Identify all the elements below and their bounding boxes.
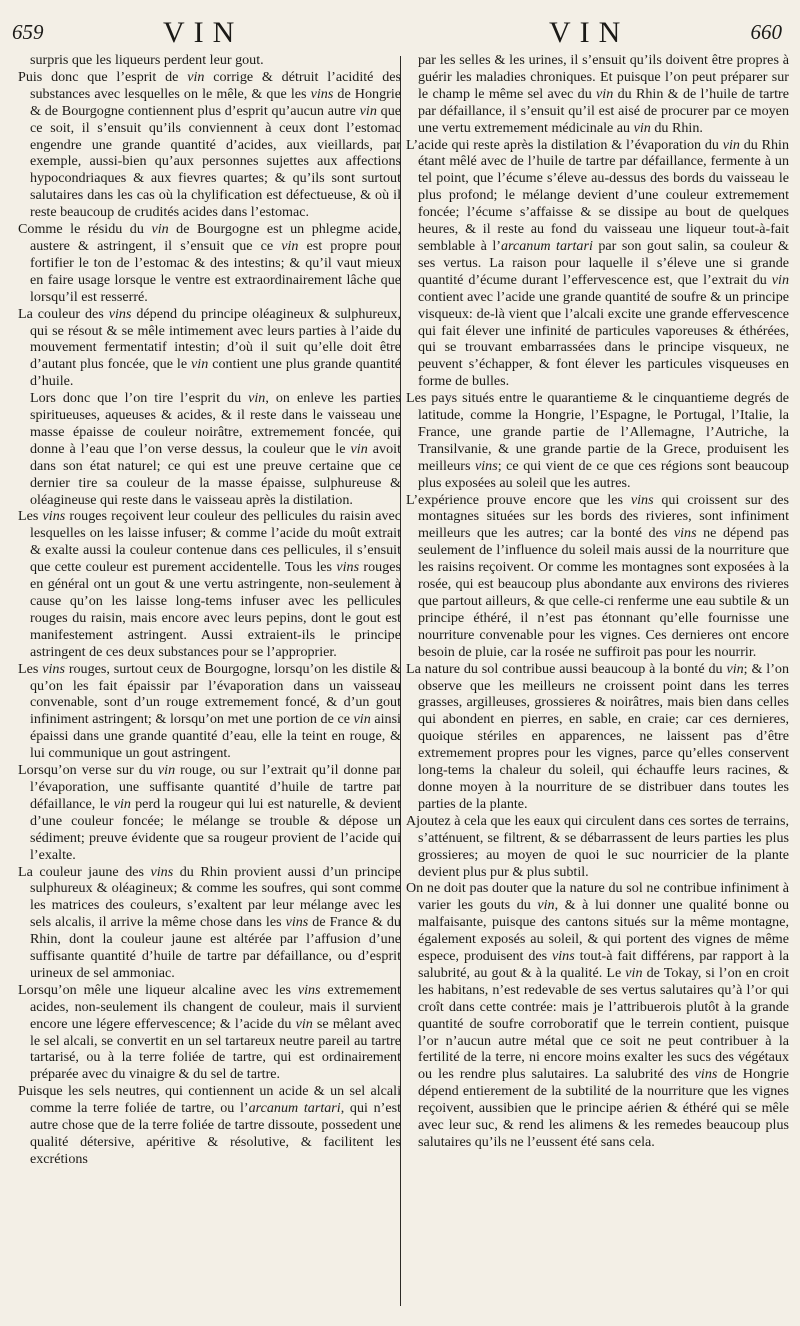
text-run: que ce soit, il s’ensuit qu’ils conviennent à ceux dont l’estomac engendre une grande quantité d’acides, aux vieillards, par exemple, aussi-bien qu’aux personnes sujettes aux affections hypocondriaques & aux fievres quartes; & qu’ils sont surtout salutaires dans les cas où la chylification est défectueuse, & où il reste beaucoup de crudités acides dans l’estomac.: [30, 102, 401, 221]
text-run: ainsi épaissi dans une grande quantité d’eau, elle la teint en rouge, & lui communique un gout astringent.: [30, 711, 401, 762]
text-run: corrige & détruit l’acidité des substances avec lesquelles on le mêle, & que les: [30, 68, 401, 102]
paragraph: [18, 762, 401, 863]
text-run: ne dépend pas seulement de l’influence du soleil mais aussi de la nourriture que les raisins reçoivent. Or comme les montagnes sont exposées à la rosée, qui est beaucoup plus abondante aux environs des rivieres que partout ailleurs, & que celle-ci renferme une eau subtile & un principe éthéré, il n’est pas étonnant qu’elle fournisse une nourriture convenable pour les vignes. Ces dernieres ont encore besoin de pluie, car la rosée ne suffiroit pas pour les nourrir.: [418, 525, 789, 660]
page-number-left: 659: [12, 20, 44, 44]
italic-term: vin: [726, 660, 744, 677]
italic-term: vin: [353, 711, 371, 728]
running-title-right: VIN: [549, 16, 630, 49]
text-run: , qui n’est autre chose que de la terre foliée de tartre dissoute, possedent une qualité détersive, apéritive & résolutive, & facilitent les excrétions: [30, 1100, 401, 1167]
running-header: [0, 14, 800, 54]
text-run: ; ce qui vient de ce que ces régions sont beaucoup plus exposées au soleil que les autres.: [418, 457, 789, 491]
italic-term: vins: [673, 525, 697, 542]
left-column: [18, 52, 401, 1314]
paragraph: [18, 390, 401, 508]
italic-term: vin: [350, 440, 368, 457]
text-run: , on enleve les parties spiritueuses, aqueuses & acides, & il reste dans le vaisseau une masse épaisse de couleur noirâtre, extremement foncée, qui donne à l’eau que l’on verse dessus, la couleur que le: [30, 390, 401, 457]
italic-term: vin: [248, 390, 266, 407]
paragraph: [406, 137, 789, 391]
italic-term: vin: [187, 68, 205, 85]
text-run: rouge, ou sur l’extrait qu’il donne par l’évaporation, une suffisante quantité d’huile de tartre par défaillance, le: [30, 762, 401, 812]
text-run: du Rhin & de l’huile de tartre par défaillance, il s’ensuit qu’il est aisé de procurer par ce moyen une vertu extremement médicinale au: [418, 85, 789, 136]
paragraph: [18, 1083, 401, 1168]
paragraph: [406, 880, 789, 1151]
text-run: On ne doit pas douter que la nature du sol ne contribue infiniment à varier les gouts du: [406, 880, 789, 914]
italic-term: vin: [113, 795, 131, 812]
text-run: se mêlant avec le sel alcali, se convertit en un sel tartareux neutre pareil au tartre tartarisé, ou à la terre foliée de tartre, qui est ordinairement préparée avec du vinaigre & du sel de tartre.: [30, 1015, 401, 1083]
text-run: Lorsqu’on verse sur du: [18, 762, 158, 779]
text-run: de Hongrie dépend entierement de la subtilité de la nourriture que les vignes reçoivent, aussibien que le principe aérien & éthéré qui se mêle avec leur suc, & rend les alimens & les remedes beaucoup plus salutaires qu’ils ne l’eussent été sans cela.: [418, 1066, 789, 1150]
italic-term: vin: [537, 897, 555, 914]
text-run: Les: [18, 508, 43, 525]
text-run: par son gout salin, sa couleur & ses vertus. La raison pour laquelle il s’éleve une si grande quantité d’écume durant l’effervescence est, que l’extrait du: [418, 237, 789, 288]
italic-term: vin: [633, 119, 651, 136]
italic-term: vins: [42, 508, 66, 525]
text-run: de France & du Rhin, dont la couleur jaune est altérée par l’affusion d’une suffisante quantité d’huile de tartre par défaillance, ou d’esprit urineux de sel ammoniac.: [30, 914, 401, 981]
text-run: qui croissent sur des montagnes situées sur les bords des rivieres, sont infiniment meilleurs que les autres; car la bonté des: [418, 491, 789, 542]
text-run: perd la rougeur qui lui est naturelle, & devient d’une couleur foncée; le mélange se trouble & dépose un sédiment; preuve évidente que sa rougeur provient de l’acide qui l’exalte.: [30, 795, 401, 863]
italic-term: vins: [630, 491, 654, 508]
italic-term: vins: [552, 948, 575, 965]
italic-term: vin: [151, 221, 169, 238]
text-run: La couleur jaune des: [18, 863, 151, 880]
italic-term: vins: [108, 305, 132, 322]
italic-term: vin: [157, 762, 176, 779]
italic-term: vin: [191, 356, 209, 373]
text-run: avoit dans son état naturel; ce qui est une preuve certaine que ce dernier tire sa couleur de la masse épaisse, sulphureuse & oléagineuse qui reste dans le vaisseau après la distilation.: [30, 440, 401, 508]
text-run: Comme le résidu du: [18, 221, 152, 238]
right-column: [406, 52, 789, 1314]
italic-term: vin: [295, 1015, 313, 1032]
text-run: extremement acides, non-seulement ils changent de couleur, mais il survient encore une légere effervescence; & l’acide du: [30, 981, 401, 1032]
italic-term: vin: [596, 85, 614, 102]
italic-term: vin: [359, 102, 377, 119]
italic-term: vins: [310, 85, 334, 102]
text-run: du Rhin.: [650, 119, 703, 136]
text-run: Les: [18, 660, 43, 677]
italic-term: vins: [150, 863, 174, 880]
text-run: La couleur des: [18, 305, 109, 322]
italic-term: vins: [42, 660, 65, 677]
italic-term: arcanum tartari: [500, 237, 593, 254]
italic-term: vin: [625, 964, 643, 981]
text-run: dépend du principe oléagineux & sulphureux, qui se résout & se mêle intimement avec leurs parties à l’aide du mouvement fermentatif intestin; d’où il suit qu’elle doit être d’autant plus foncée, que le: [30, 305, 401, 373]
italic-term: vin: [281, 237, 299, 254]
text-run: de Tokay, si l’on en croit les habitans, n’est redevable de ses vertus salutaires qu’à l’or qui croît dans cette contrée: mais je l’attribuerois plutôt à la grande quantité de soufre corroboratif que le terrein contient, puisque l’or n’aucun autre métal que ce soit ne peut contribuer à la fertilité de la terre, ni encore moins exalter les sucs des végétaux ou les rendre plus salutaires. La salubrité des: [418, 964, 789, 1083]
text-run: La nature du sol contribue aussi beaucoup à la bonté du: [406, 660, 727, 677]
text-run: L’acide qui reste après la distilation & l’évaporation du: [406, 136, 723, 153]
text-run: Puis donc que l’esprit de: [18, 68, 188, 85]
paragraph: [406, 813, 789, 881]
text-run: rouges, surtout ceux de Bourgogne, lorsqu’on les distile & qu’on les fait épaissir par l’évaporation dans un vaisseau convenable, sont d’un rouge extremement foncé, & d’un gout infiniment astringent; & lorsqu’on met une portion de ce: [30, 660, 401, 728]
italic-term: vins: [297, 981, 321, 998]
paragraph: [18, 864, 401, 982]
text-run: rouges en général ont un gout & une vertu astringente, non-seulement à cause qu’on les laisse long-tems infuser avec les pellicules rouges du raisin, mais encore avec leurs pepins, dont le gout est manifestement astringent. Aussi extraient-ils le principe astringent de ces deux substances pour se l’approprier.: [30, 559, 401, 660]
paragraph: [18, 52, 401, 69]
paragraph: [18, 69, 401, 221]
running-title-left: VIN: [163, 16, 244, 49]
page-number-right: 660: [750, 20, 782, 44]
paragraph: [18, 306, 401, 391]
text-run: du Rhin provient aussi d’un principe sulphureux & oléagineux; & comme les soufres, qui sont comme les matrices des couleurs, s’exaltent par leur mélange avec les sels alcalis, il arrive la même chose dans les: [30, 863, 401, 931]
text-run: Les pays situés entre le quarantieme & le cinquantieme degrés de latitude, comme la Hongrie, l’Espagne, le Portugal, l’Italie, la France, une grande partie de l’Allemagne, l’Autriche, la Transilvanie, & une grande partie de la Grece, produisent les meilleurs: [406, 390, 789, 474]
paragraph: [18, 508, 401, 660]
italic-term: vins: [475, 457, 498, 474]
paragraph: [406, 52, 789, 137]
paragraph: [406, 492, 789, 661]
text-run: est propre pour fortifier le ton de l’estomac & des intestins; & qu’il vaut mieux en faire usage lorsque le ventre est extraordinairement lâche que lorsqu’il est resserré.: [30, 237, 401, 305]
text-run: de Hongrie & de Bourgogne contiennent plus d’esprit qu’aucun autre: [30, 85, 401, 119]
text-run: tout-à fait différens, par rapport à la salubrité, au gout & à la qualité. Le: [418, 948, 789, 981]
text-run: Lors donc que l’on tire l’esprit du: [30, 390, 249, 407]
paragraph: [18, 982, 401, 1083]
italic-term: vins: [285, 914, 309, 931]
paragraph: [406, 661, 789, 813]
text-run: contient avec l’acide une grande quantité de soufre & un principe visqueux: de-là vient que l’alcali excite une grande effervescence qui fait élever une infinité de particules vaporeuses & éthérées, qui se trouvant embarrassées dans le principe visqueux, ne peuvent s’échapper, & font élever les particules visqueuses en forme de bulles.: [418, 288, 789, 390]
text-run: par les selles & les urines, il s’ensuit qu’ils doivent être propres à guérir les maladies chroniques. Et puisque l’on peut préparer sur le champ le même sel avec du: [418, 52, 789, 102]
text-run: Ajoutez à cela que les eaux qui circulent dans ces sortes de terrains, s’atténuent, se filtrent, & se débarrassent de leurs parties les plus grossieres; au moyen de quoi le suc nourricier de la plante devient plus pur & plus subtil.: [406, 812, 789, 880]
text-run: ; & l’on observe que les meilleurs ne croissent point dans les terres grasses, argilleuses, grossieres & noirâtres, mais bien dans celles qui abondent en pierres, en sable, en craie; car ces dernieres, quoique stériles en apparences, ne laissent pas d’être extremement propres pour les vignes, parce qu’elles conservent long-tems la chaleur du soleil, qui échauffe leurs racines, & donne moyen à la nourriture de se distribuer dans toutes les parties de la plante.: [418, 660, 789, 812]
paragraph: [18, 661, 401, 762]
italic-term: vins: [336, 559, 360, 576]
text-run: surpris que les liqueurs perdent leur gout.: [30, 52, 264, 68]
text-run: Puisque les sels neutres, qui contiennent un acide & un sel alcali comme la terre foliée de tartre, ou l’: [18, 1083, 401, 1117]
text-run: du Rhin étant mêlé avec de l’huile de tartre par défaillance, fermente à un tel point, que l’écume s’éleve au-dessus des bords du vaisseau le plus profond; le mélange devient d’une couleur extremement foncée; l’écume s’affaisse & se dissipe au bout de quelques heures, & il reste au fond du vaisseau une liqueur tout-à-fait semblable à l’: [418, 136, 789, 254]
text-run: L’expérience prouve encore que les: [406, 491, 631, 508]
italic-term: vin: [722, 136, 740, 153]
text-run: rouges reçoivent leur couleur des pellicules du raisin avec lesquelles on les laisse infuser; & comme l’acide du moût extrait & exalte aussi la couleur contenue dans ces pellicules, il s’ensuit que cette couleur est purement accidentelle. Tous les: [30, 508, 401, 576]
text-run: , & à lui donner une qualité bonne ou malfaisante, puisque des cantons situés sur la même montagne, également exposés au soleil, & qui portent des vignes de même espece, produisent des: [418, 897, 789, 965]
paragraph: [406, 390, 789, 491]
italic-term: vin: [771, 271, 789, 288]
text-run: de Bourgogne est un phlegme acide, austere & astringent, il s’ensuit que ce: [30, 221, 401, 254]
paragraph: [18, 221, 401, 306]
italic-term: arcanum tartari: [248, 1100, 341, 1117]
text-run: Lorsqu’on mêle une liqueur alcaline avec les: [18, 981, 298, 998]
italic-term: vins: [694, 1066, 718, 1083]
text-run: contient une plus grande quantité d’huile.: [30, 356, 401, 390]
